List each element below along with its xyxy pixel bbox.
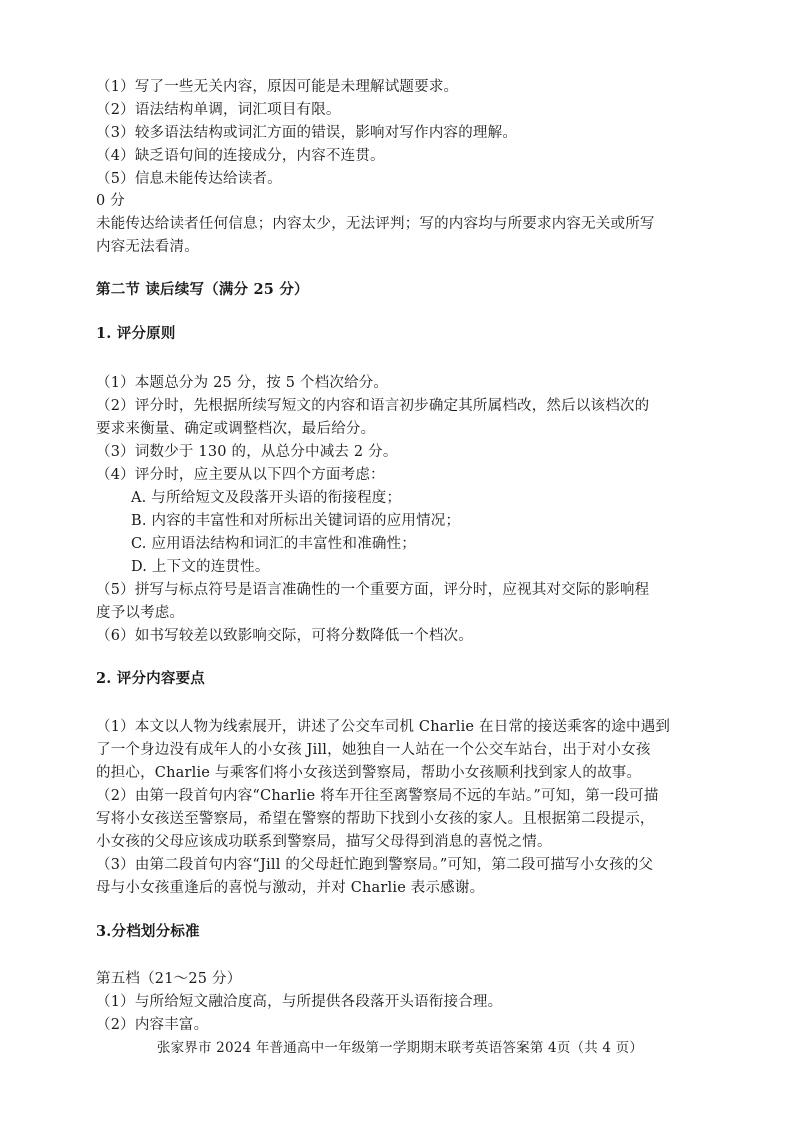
criteria-item-3: （3）较多语法结构或词汇方面的错误，影响对写作内容的理解。 — [96, 125, 518, 141]
principle-sub-item-b: B. 内容的丰富性和对所标出关键词语的应用情况； — [131, 513, 461, 529]
grading-heading: 3.分档划分标准 — [96, 923, 200, 940]
content-point-3-line1: （3）由第二段首句内容“Jill 的父母赶忙跑到警察局。”可知，第二段可描写小女孩的父 — [96, 857, 654, 873]
content-points-heading: 2. 评分内容要点 — [96, 670, 205, 687]
content-point-1-line2: 了一个身边没有成年人的小女孩 Jill，她独自一人站在一个公交车站台，出于对小女孩 — [96, 742, 651, 758]
content-point-1-line3: 的担心，Charlie 与乘客们将小女孩送到警察局，帮助小女孩顺利找到家人的故事。 — [96, 765, 642, 781]
content-point-1-line1: （1）本文以人物为线索展开，讲述了公交车司机 Charlie 在日常的接送乘客的途中遇到 — [96, 719, 671, 735]
principle-sub-item-a: A. 与所给短文及段落开头语的衔接程度； — [131, 490, 402, 506]
zero-score-label: 0 分 — [96, 193, 125, 209]
principle-item-5-line2: 度予以考虑。 — [96, 605, 185, 621]
content-point-2-line3: 小女孩的父母应该成功联系到警察局，描写父母得到消息的喜悦之情。 — [96, 834, 552, 850]
principle-sub-item-d: D. 上下文的连贯性。 — [131, 559, 270, 575]
content-point-2-line1: （2）由第一段首句内容“Charlie 将车开往至离警察局不远的车站。”可知，第一段可描 — [96, 788, 659, 804]
criteria-item-2: （2）语法结构单调，词汇项目有限。 — [96, 102, 341, 118]
content-point-3-line2: 母与小女孩重逢后的喜悦与激动，并对 Charlie 表示感谢。 — [96, 880, 485, 896]
zero-score-desc-line2: 内容无法看清。 — [96, 239, 199, 255]
principle-sub-item-c: C. 应用语法结构和词汇的丰富性和准确性； — [131, 536, 416, 552]
grading-item-2: （2）内容丰富。 — [96, 1017, 209, 1033]
principles-heading: 1. 评分原则 — [96, 325, 176, 342]
principle-item-4: （4）评分时，应主要从以下四个方面考虑： — [96, 467, 385, 483]
principle-item-5-line1: （5）拼写与标点符号是语言准确性的一个重要方面，评分时，应视其对交际的影响程 — [96, 582, 650, 598]
principle-item-6: （6）如书写较差以致影响交际，可将分数降低一个档次。 — [96, 628, 473, 644]
grading-tier-5: 第五档（21～25 分） — [96, 971, 242, 987]
principle-item-1: （1）本题总分为 25 分，按 5 个档次给分。 — [96, 375, 389, 391]
principle-item-2-line1: （2）评分时，先根据所续写短文的内容和语言初步确定其所属档改，然后以该档次的 — [96, 398, 650, 414]
page-footer: 张家界市 2024 年普通高中一年级第一学期期末联考英语答案第 4页（共 4 页） — [156, 1040, 644, 1056]
content-point-2-line2: 写将小女孩送至警察局，希望在警察的帮助下找到小女孩的家人。且根据第二段提示， — [96, 811, 655, 827]
principle-item-2-line2: 要求来衡量、确定或调整档次，最后给分。 — [96, 421, 376, 437]
criteria-item-1: （1）写了一些无关内容，原因可能是未理解试题要求。 — [96, 79, 459, 95]
principle-item-3: （3）词数少于 130 的，从总分中减去 2 分。 — [96, 444, 398, 460]
grading-item-1: （1）与所给短文融洽度高，与所提供各段落开头语衔接合理。 — [96, 994, 503, 1010]
section-2-title: 第二节 读后续写（满分 25 分） — [96, 281, 309, 298]
criteria-item-4: （4）缺乏语句间的连接成分，内容不连贯。 — [96, 148, 385, 164]
criteria-item-5: （5）信息未能传达给读者。 — [96, 171, 282, 187]
zero-score-desc-line1: 未能传达给读者任何信息；内容太少，无法评判；写的内容均与所要求内容无关或所写 — [96, 216, 655, 232]
